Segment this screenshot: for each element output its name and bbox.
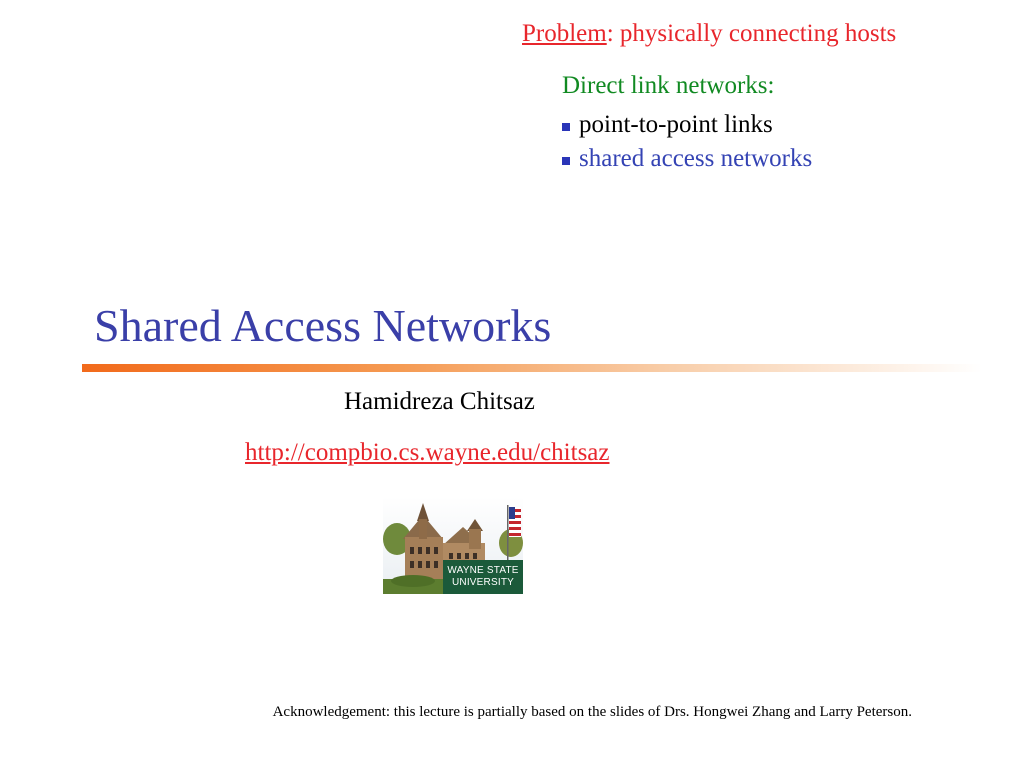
slide-title: Shared Access Networks	[94, 300, 552, 351]
problem-statement	[522, 18, 896, 50]
square-bullet-icon	[562, 123, 570, 131]
list-item-label: shared access networks	[579, 145, 813, 172]
direct-link-list	[562, 108, 812, 176]
list-item	[562, 108, 812, 142]
title-divider	[82, 364, 982, 372]
list-item	[562, 142, 812, 176]
direct-link-heading: Direct link networks:	[562, 72, 775, 99]
university-logo	[383, 497, 523, 594]
acknowledgement-note: Acknowledgement: this lecture is partially based on the slides of Drs. Hongwei Zhang and Larry Peterson.	[272, 704, 912, 720]
list-item-label: point-to-point links	[579, 111, 773, 138]
author-name: Hamidreza Chitsaz	[344, 388, 535, 415]
problem-text: : physically connecting hosts	[606, 20, 897, 47]
author-homepage-link[interactable]: http://compbio.cs.wayne.edu/chitsaz	[245, 439, 610, 466]
square-bullet-icon	[562, 157, 570, 165]
problem-label: Problem	[522, 20, 607, 47]
wordmark-line2: UNIVERSITY	[451, 577, 514, 588]
wordmark-line1: WAYNE STATE	[447, 565, 519, 576]
university-wordmark	[443, 560, 523, 594]
